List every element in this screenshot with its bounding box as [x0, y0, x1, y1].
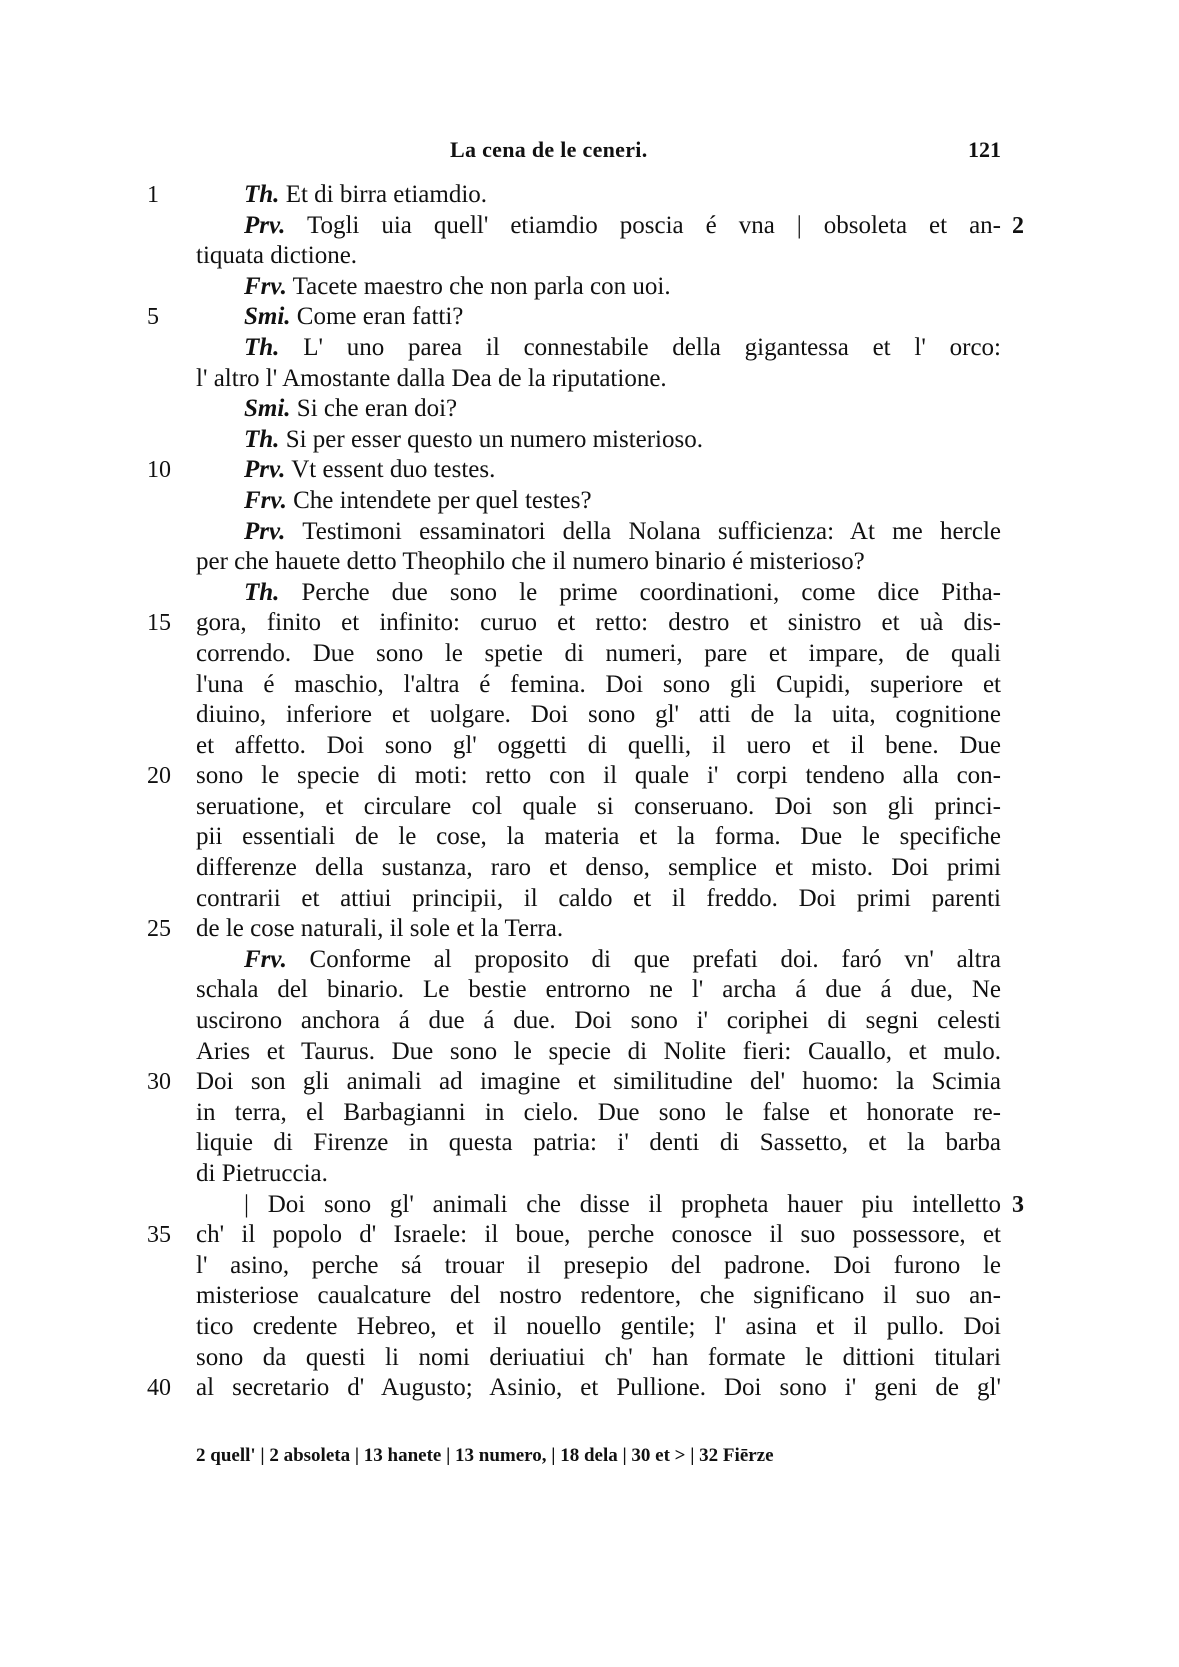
line-number: 1 [147, 182, 159, 208]
line-body: Testimoni essaminatori della Nolana sufficienza: At me hercle [285, 517, 1001, 545]
line-text [196, 975, 1001, 1006]
line-body: tiquata dictione. [196, 242, 358, 270]
line-text [196, 670, 1001, 701]
margin-page-marker: 3 [1012, 1191, 1024, 1218]
line-text [244, 302, 1001, 333]
line-text [244, 180, 1001, 211]
line-text [196, 639, 1001, 670]
text-line [0, 364, 1179, 395]
text-line [0, 1343, 1179, 1374]
line-body: diuino, inferiore et uolgare. Doi sono gl' atti de la uita, cognitione [196, 701, 1001, 729]
line-body: liquie di Firenze in questa patria: i' denti di Sassetto, et la barba [196, 1129, 1001, 1157]
speaker-label: Th. [244, 181, 280, 208]
line-text [244, 211, 1001, 242]
line-body: Si per esser questo un numero misterioso. [279, 425, 703, 453]
line-body: Vt essent duo testes. [285, 456, 496, 484]
speaker-label: Smi. [244, 395, 291, 423]
line-body: seruatione, et circulare col quale si conseruano. Doi son gli princi- [196, 792, 1001, 820]
line-text [196, 1006, 1001, 1037]
line-body: Si che eran doi? [290, 395, 458, 423]
text-line [0, 914, 1179, 945]
line-text [244, 517, 1001, 548]
text-line [0, 1220, 1179, 1251]
line-body: l'una é maschio, l'altra é femina. Doi sono gli Cupidi, superiore et [196, 670, 1001, 698]
text-line [0, 731, 1179, 762]
line-text [244, 1190, 1001, 1221]
text-line [0, 547, 1179, 578]
line-body: Tacete maestro che non parla con uoi. [286, 272, 671, 300]
line-body: schala del binario. Le bestie entrorno ne l' archa á due á due, Ne [196, 976, 1001, 1004]
line-body: tico credente Hebreo, et il nouello gentile; l' asina et il pullo. Doi [196, 1312, 1001, 1340]
text-line [0, 700, 1179, 731]
line-text [196, 608, 1001, 639]
line-body: sono da questi li nomi deriuatiui ch' han formate le dittioni titulari [196, 1343, 1001, 1371]
line-text [196, 914, 1001, 945]
line-text [196, 1128, 1001, 1159]
line-body: Doi son gli animali ad imagine et similitudine del' huomo: la Scimia [196, 1068, 1001, 1096]
line-text [196, 1343, 1001, 1374]
footnote-apparatus: 2 quell' | 2 absoleta | 13 hanete | 13 numero, | 18 dela | 30 et > | 32 Fiērze [196, 1445, 774, 1466]
line-text [196, 700, 1001, 731]
text-line [0, 211, 1179, 242]
text-line [0, 884, 1179, 915]
line-body: Che intendete per quel testes? [286, 486, 592, 514]
speaker-label: Frv. [244, 486, 287, 514]
line-text [244, 272, 1001, 303]
line-text [196, 547, 1001, 578]
line-body: correndo. Due sono le spetie di numeri, pare et impare, de quali [196, 639, 1001, 667]
text-line [0, 486, 1179, 517]
text-block [0, 180, 1179, 1404]
speaker-label: Prv. [244, 211, 286, 239]
line-body: L' uno parea il connestabile della gigantessa et l' orco: [279, 333, 1001, 361]
line-number: 5 [147, 304, 159, 331]
line-body: misteriose caualcature del nostro redentore, che significano il suo an- [196, 1282, 1001, 1310]
line-text [244, 425, 1001, 456]
speaker-label: Prv. [244, 517, 286, 545]
line-body: de le cose naturali, il sole et la Terra. [196, 915, 564, 943]
text-line [0, 180, 1179, 211]
text-line [0, 1128, 1179, 1159]
speaker-label: Th. [244, 578, 280, 606]
line-body: Et di birra etiamdio. [279, 181, 488, 208]
line-body: di Pietruccia. [196, 1160, 328, 1187]
line-text [196, 731, 1001, 762]
line-text [196, 853, 1001, 884]
text-line [0, 945, 1179, 976]
running-title: La cena de le ceneri. [450, 137, 648, 162]
line-number: 10 [147, 457, 171, 484]
line-number: 15 [147, 610, 171, 637]
margin-page-marker: 2 [1012, 212, 1024, 239]
text-line [0, 1006, 1179, 1037]
text-line [0, 639, 1179, 670]
line-body: contrarii et attiui principii, il caldo et il freddo. Doi primi parenti [196, 884, 1001, 912]
line-body: Conforme al proposito di que prefati doi. faró vn' altra [286, 945, 1001, 973]
text-line [0, 975, 1179, 1006]
line-text [244, 394, 1001, 425]
line-number: 20 [147, 763, 171, 790]
line-body: uscirono anchora á due á due. Doi sono i' coriphei di segni celesti [196, 1007, 1001, 1035]
line-text [196, 1373, 1001, 1404]
line-text [244, 486, 1001, 517]
line-body: al secretario d' Augusto; Asinio, et Pullione. Doi sono i' geni de gl' [196, 1374, 1001, 1402]
line-text [196, 1037, 1001, 1068]
text-line [0, 333, 1179, 364]
text-line [0, 241, 1179, 272]
text-line [0, 425, 1179, 456]
line-body: et affetto. Doi sono gl' oggetti di quelli, il uero et il bene. Due [196, 731, 1001, 759]
line-text [196, 1312, 1001, 1343]
text-line [0, 1067, 1179, 1098]
line-body: ch' il popolo d' Israele: il boue, perche conosce il suo possessore, et [196, 1221, 1001, 1249]
text-line [0, 578, 1179, 609]
line-text [196, 1098, 1001, 1129]
line-text [196, 364, 1001, 395]
line-text [196, 241, 1001, 272]
line-body: l' altro l' Amostante dalla Dea de la riputatione. [196, 364, 667, 392]
text-line [0, 1281, 1179, 1312]
line-body: gora, finito et infinito: curuo et retto: destro et sinistro et uà dis- [196, 609, 1001, 637]
text-line [0, 608, 1179, 639]
text-line [0, 517, 1179, 548]
line-text [196, 761, 1001, 792]
line-body: Come eran fatti? [290, 303, 464, 331]
speaker-label: Frv. [244, 272, 287, 300]
text-line [0, 1251, 1179, 1282]
page-number: 121 [968, 137, 1001, 162]
line-body: differenze della sustanza, raro et denso, semplice et misto. Doi primi [196, 854, 1001, 882]
text-line [0, 792, 1179, 823]
text-line [0, 1373, 1179, 1404]
line-body: l' asino, perche sá trouar il presepio del padrone. Doi furono le [196, 1251, 1001, 1279]
text-line [0, 761, 1179, 792]
line-number: 25 [147, 916, 171, 943]
line-body: per che hauete detto Theophilo che il numero binario é misterioso? [196, 548, 865, 576]
text-line [0, 455, 1179, 486]
line-body: in terra, el Barbagianni in cielo. Due sono le false et honorate re- [196, 1098, 1001, 1126]
line-body: sono le specie di moti: retto con il quale i' corpi tendeno alla con- [196, 762, 1001, 790]
speaker-label: Prv. [244, 456, 286, 484]
speaker-label: Frv. [244, 945, 287, 973]
line-text [196, 822, 1001, 853]
text-line [0, 272, 1179, 303]
text-line [0, 302, 1179, 333]
line-text [244, 333, 1001, 364]
line-body: pii essentiali de le cose, la materia et la forma. Due le specifiche [196, 823, 1001, 851]
text-line [0, 853, 1179, 884]
line-text [244, 945, 1001, 976]
text-line [0, 1312, 1179, 1343]
line-number: 40 [147, 1375, 171, 1402]
line-number: 35 [147, 1222, 171, 1249]
line-text [196, 792, 1001, 823]
line-text [196, 1251, 1001, 1282]
line-body: Togli uia quell' etiamdio poscia é vna | obsoleta et an- [285, 211, 1001, 239]
line-text [196, 1067, 1001, 1098]
line-text [196, 1281, 1001, 1312]
line-text [244, 578, 1001, 609]
speaker-label: Th. [244, 333, 280, 361]
line-number: 30 [147, 1069, 171, 1096]
speaker-label: Th. [244, 425, 280, 453]
line-text [196, 1159, 1001, 1190]
line-body: Aries et Taurus. Due sono le specie di Nolite fieri: Cauallo, et mulo. [196, 1037, 1001, 1065]
text-line [0, 1190, 1179, 1221]
line-text [244, 455, 1001, 486]
text-line [0, 1037, 1179, 1068]
line-body: Perche due sono le prime coordinationi, come dice Pitha- [279, 578, 1001, 606]
line-body: | Doi sono gl' animali che disse il propheta hauer piu intelletto [244, 1190, 1001, 1218]
text-line [0, 1159, 1179, 1190]
line-text [196, 884, 1001, 915]
speaker-label: Smi. [244, 303, 291, 331]
text-line [0, 1098, 1179, 1129]
line-text [196, 1220, 1001, 1251]
text-line [0, 394, 1179, 425]
text-line [0, 670, 1179, 701]
text-line [0, 822, 1179, 853]
